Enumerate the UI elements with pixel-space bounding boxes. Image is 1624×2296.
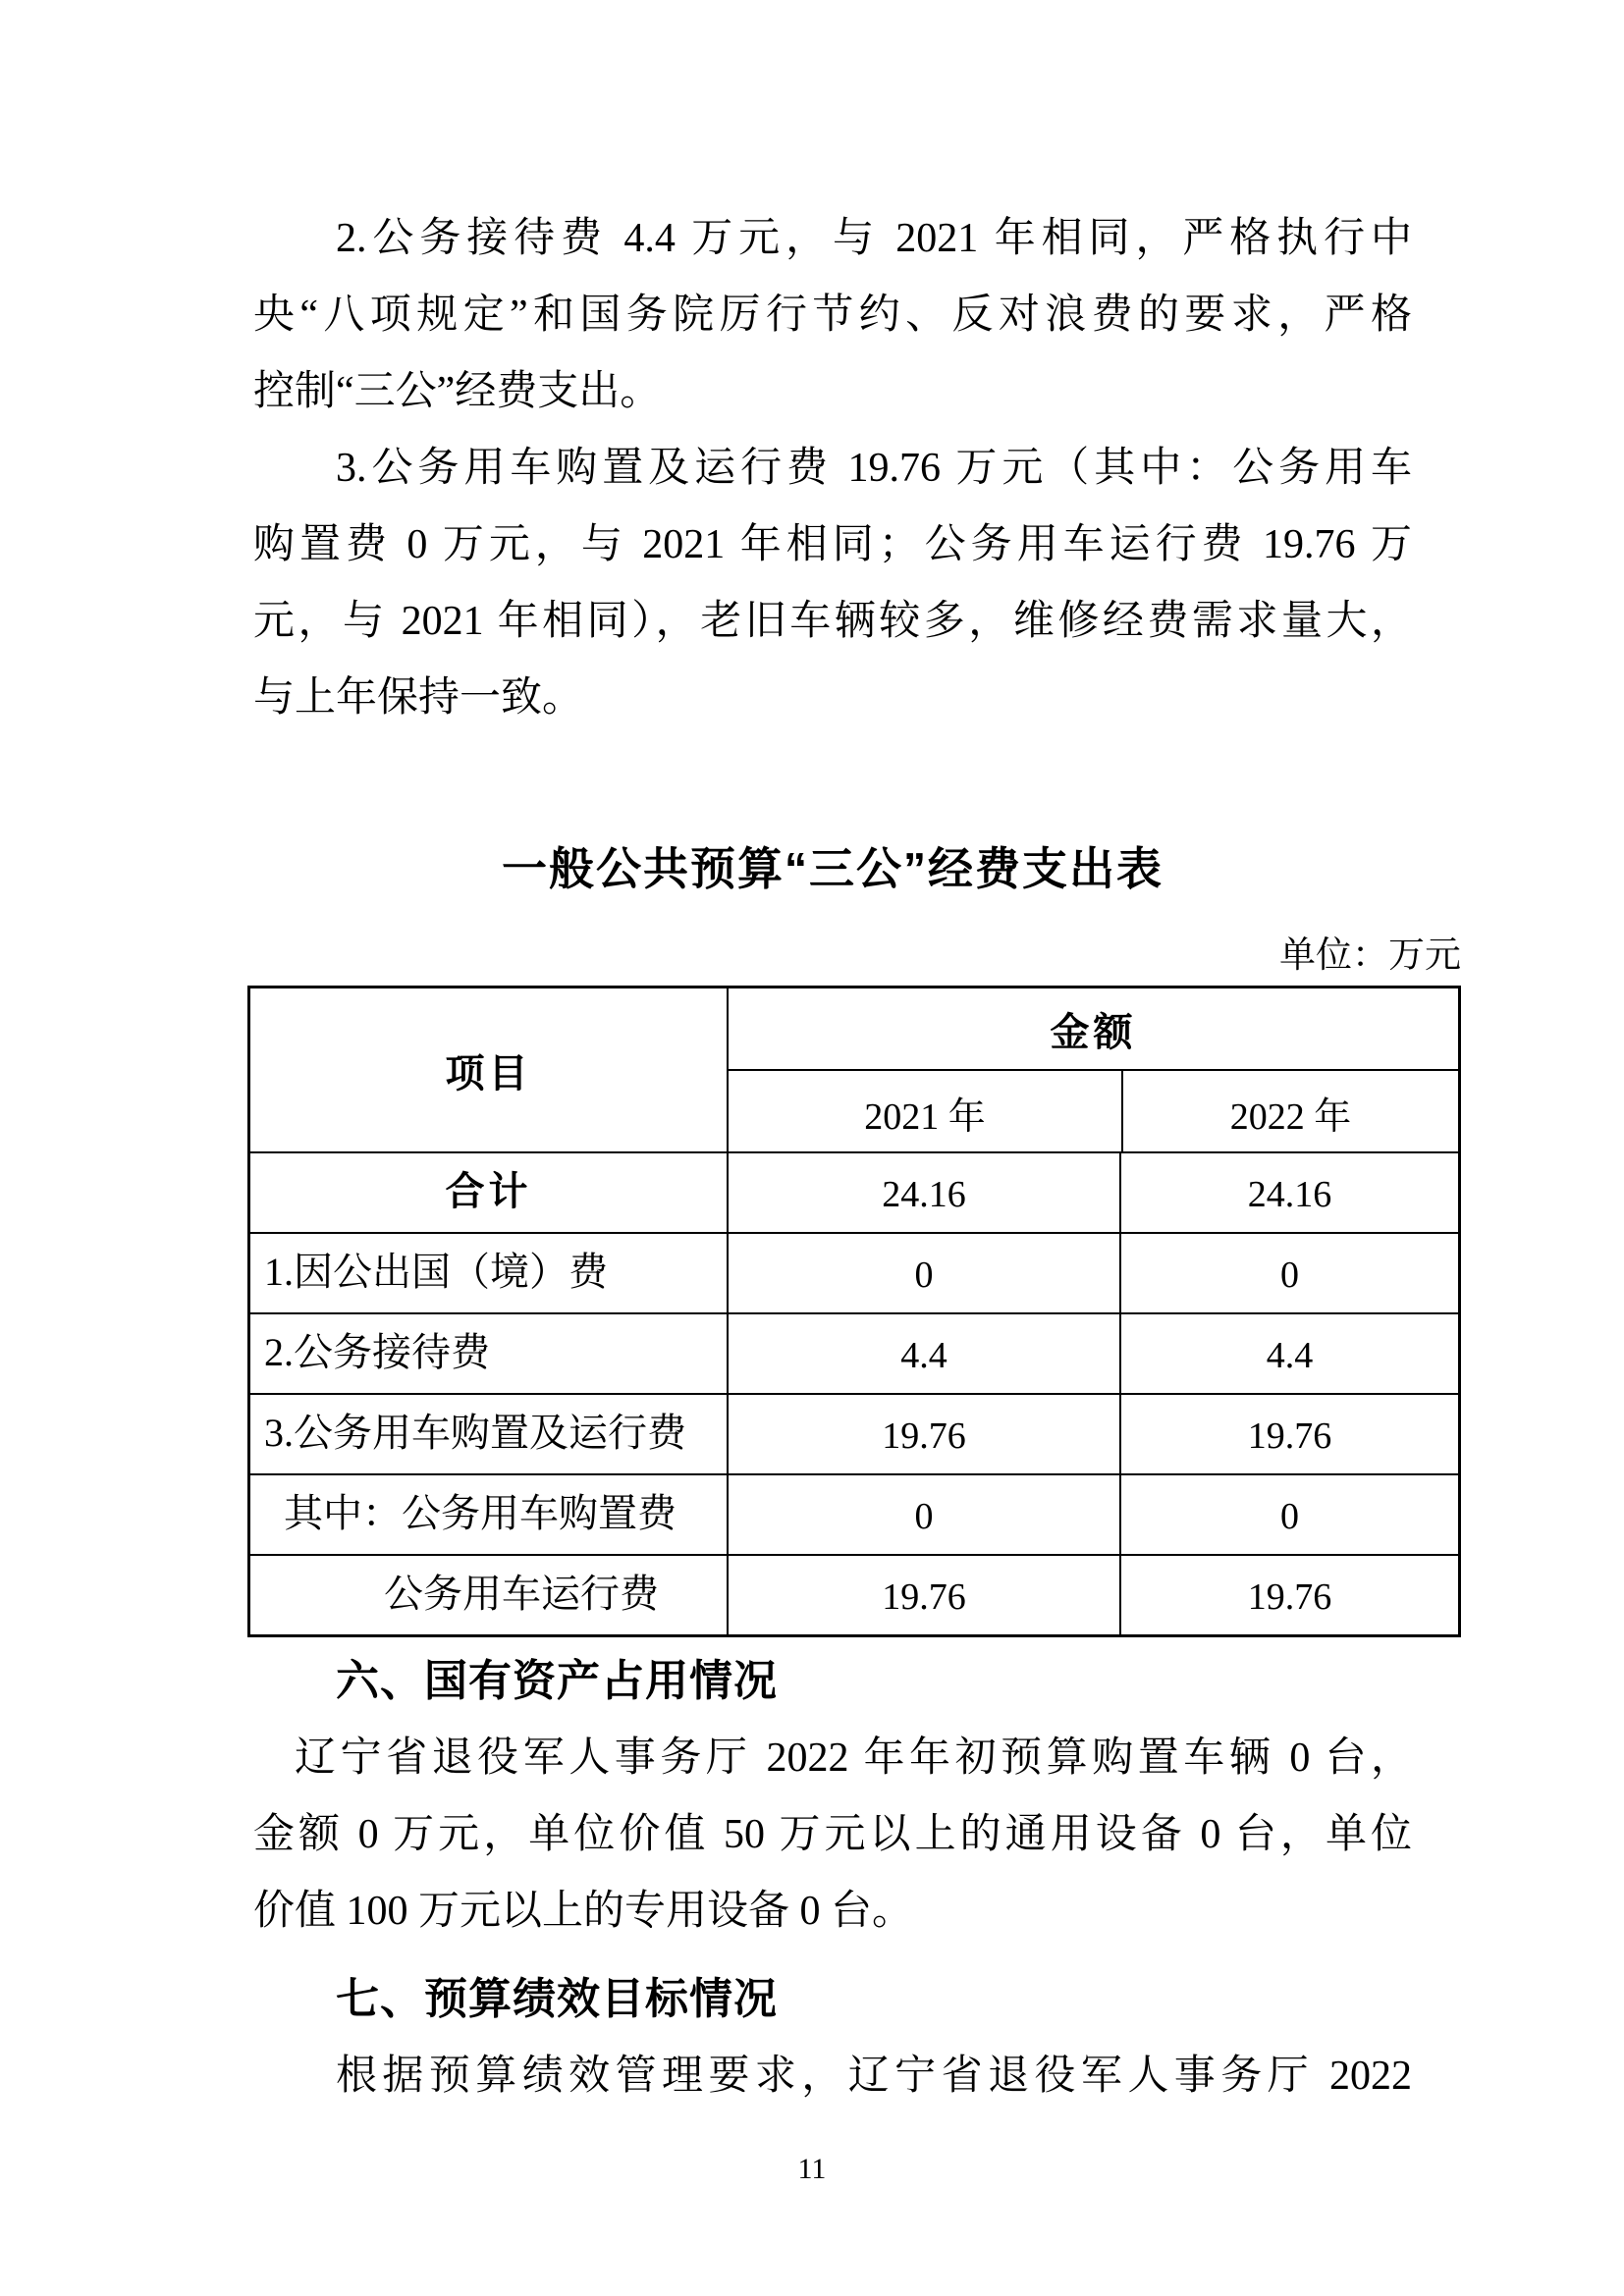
page-number: 11 [797, 2153, 827, 2185]
row-value-2021: 19.76 [727, 1395, 1119, 1473]
row-value-2021: 0 [727, 1234, 1119, 1312]
three-public-expense-table [247, 986, 1461, 1637]
table-row [250, 1232, 1458, 1312]
header-year-2021: 2021 年 [864, 1096, 986, 1138]
section-6-heading: 六、国有资产占用情况 [336, 1657, 778, 1705]
row-value-2021: 19.76 [727, 1556, 1119, 1634]
paragraph-line: 3.公务用车购置及运行费 19.76 万元（其中：公务用车 [336, 446, 1412, 491]
paragraph-line: 购置费 0 万元，与 2021 年相同；公务用车运行费 19.76 万 [253, 522, 1412, 567]
table-row [250, 1554, 1458, 1634]
row-value-2021: 24.16 [727, 1153, 1119, 1232]
row-value-2022: 19.76 [1119, 1395, 1458, 1473]
row-label: 1.因公出国（境）费 [264, 1250, 608, 1294]
header-amount-group [727, 988, 1458, 1151]
row-label: 3.公务用车购置及运行费 [264, 1411, 686, 1455]
row-value-2022: 24.16 [1119, 1153, 1458, 1232]
row-label: 合计 [445, 1169, 532, 1213]
paragraph-line: 与上年保持一致。 [253, 675, 584, 721]
paragraph-line: 控制“三公”经费支出。 [253, 369, 662, 414]
row-value-2021: 0 [727, 1475, 1119, 1554]
row-label: 公务用车运行费 [384, 1572, 659, 1616]
table-title: 一般公共预算“三公”经费支出表 [502, 843, 1164, 894]
table-row [250, 1473, 1458, 1554]
paragraph-line: 辽宁省退役军人事务厅 2022 年年初预算购置车辆 0 台， [295, 1735, 1412, 1781]
lower-sections [253, 1643, 1412, 2114]
body-paragraphs [253, 200, 1412, 736]
row-value-2021: 4.4 [727, 1314, 1119, 1393]
paragraph-line: 2.公务接待费 4.4 万元，与 2021 年相同，严格执行中 [336, 216, 1412, 261]
section-7-heading: 七、预算绩效目标情况 [336, 1975, 778, 2023]
row-value-2022: 0 [1119, 1475, 1458, 1554]
paragraph-line: 金额 0 万元，单位价值 50 万元以上的通用设备 0 台，单位 [253, 1812, 1412, 1857]
table-row [250, 1312, 1458, 1393]
paragraph-line: 根据预算绩效管理要求，辽宁省退役军人事务厅 2022 [336, 2054, 1412, 2099]
paragraph-line: 央“八项规定”和国务院厉行节约、反对浪费的要求，严格 [253, 293, 1412, 338]
paragraph-line: 价值 100 万元以上的专用设备 0 台。 [253, 1889, 914, 1934]
row-value-2022: 4.4 [1119, 1314, 1458, 1393]
paragraph-line: 元，与 2021 年相同），老旧车辆较多，维修经费需求量大， [253, 599, 1412, 644]
header-item: 项目 [445, 1050, 532, 1095]
table-row [250, 1151, 1458, 1232]
row-value-2022: 19.76 [1119, 1556, 1458, 1634]
header-amount: 金额 [729, 988, 1458, 1071]
table-row [250, 1393, 1458, 1473]
header-year-2022: 2022 年 [1121, 1071, 1458, 1151]
table-header [250, 988, 1458, 1151]
row-label: 2.公务接待费 [264, 1330, 490, 1374]
header-years [729, 1071, 1458, 1151]
row-value-2022: 0 [1119, 1234, 1458, 1312]
row-label: 其中：公务用车购置费 [284, 1491, 677, 1535]
unit-label: 单位：万元 [1279, 935, 1461, 976]
